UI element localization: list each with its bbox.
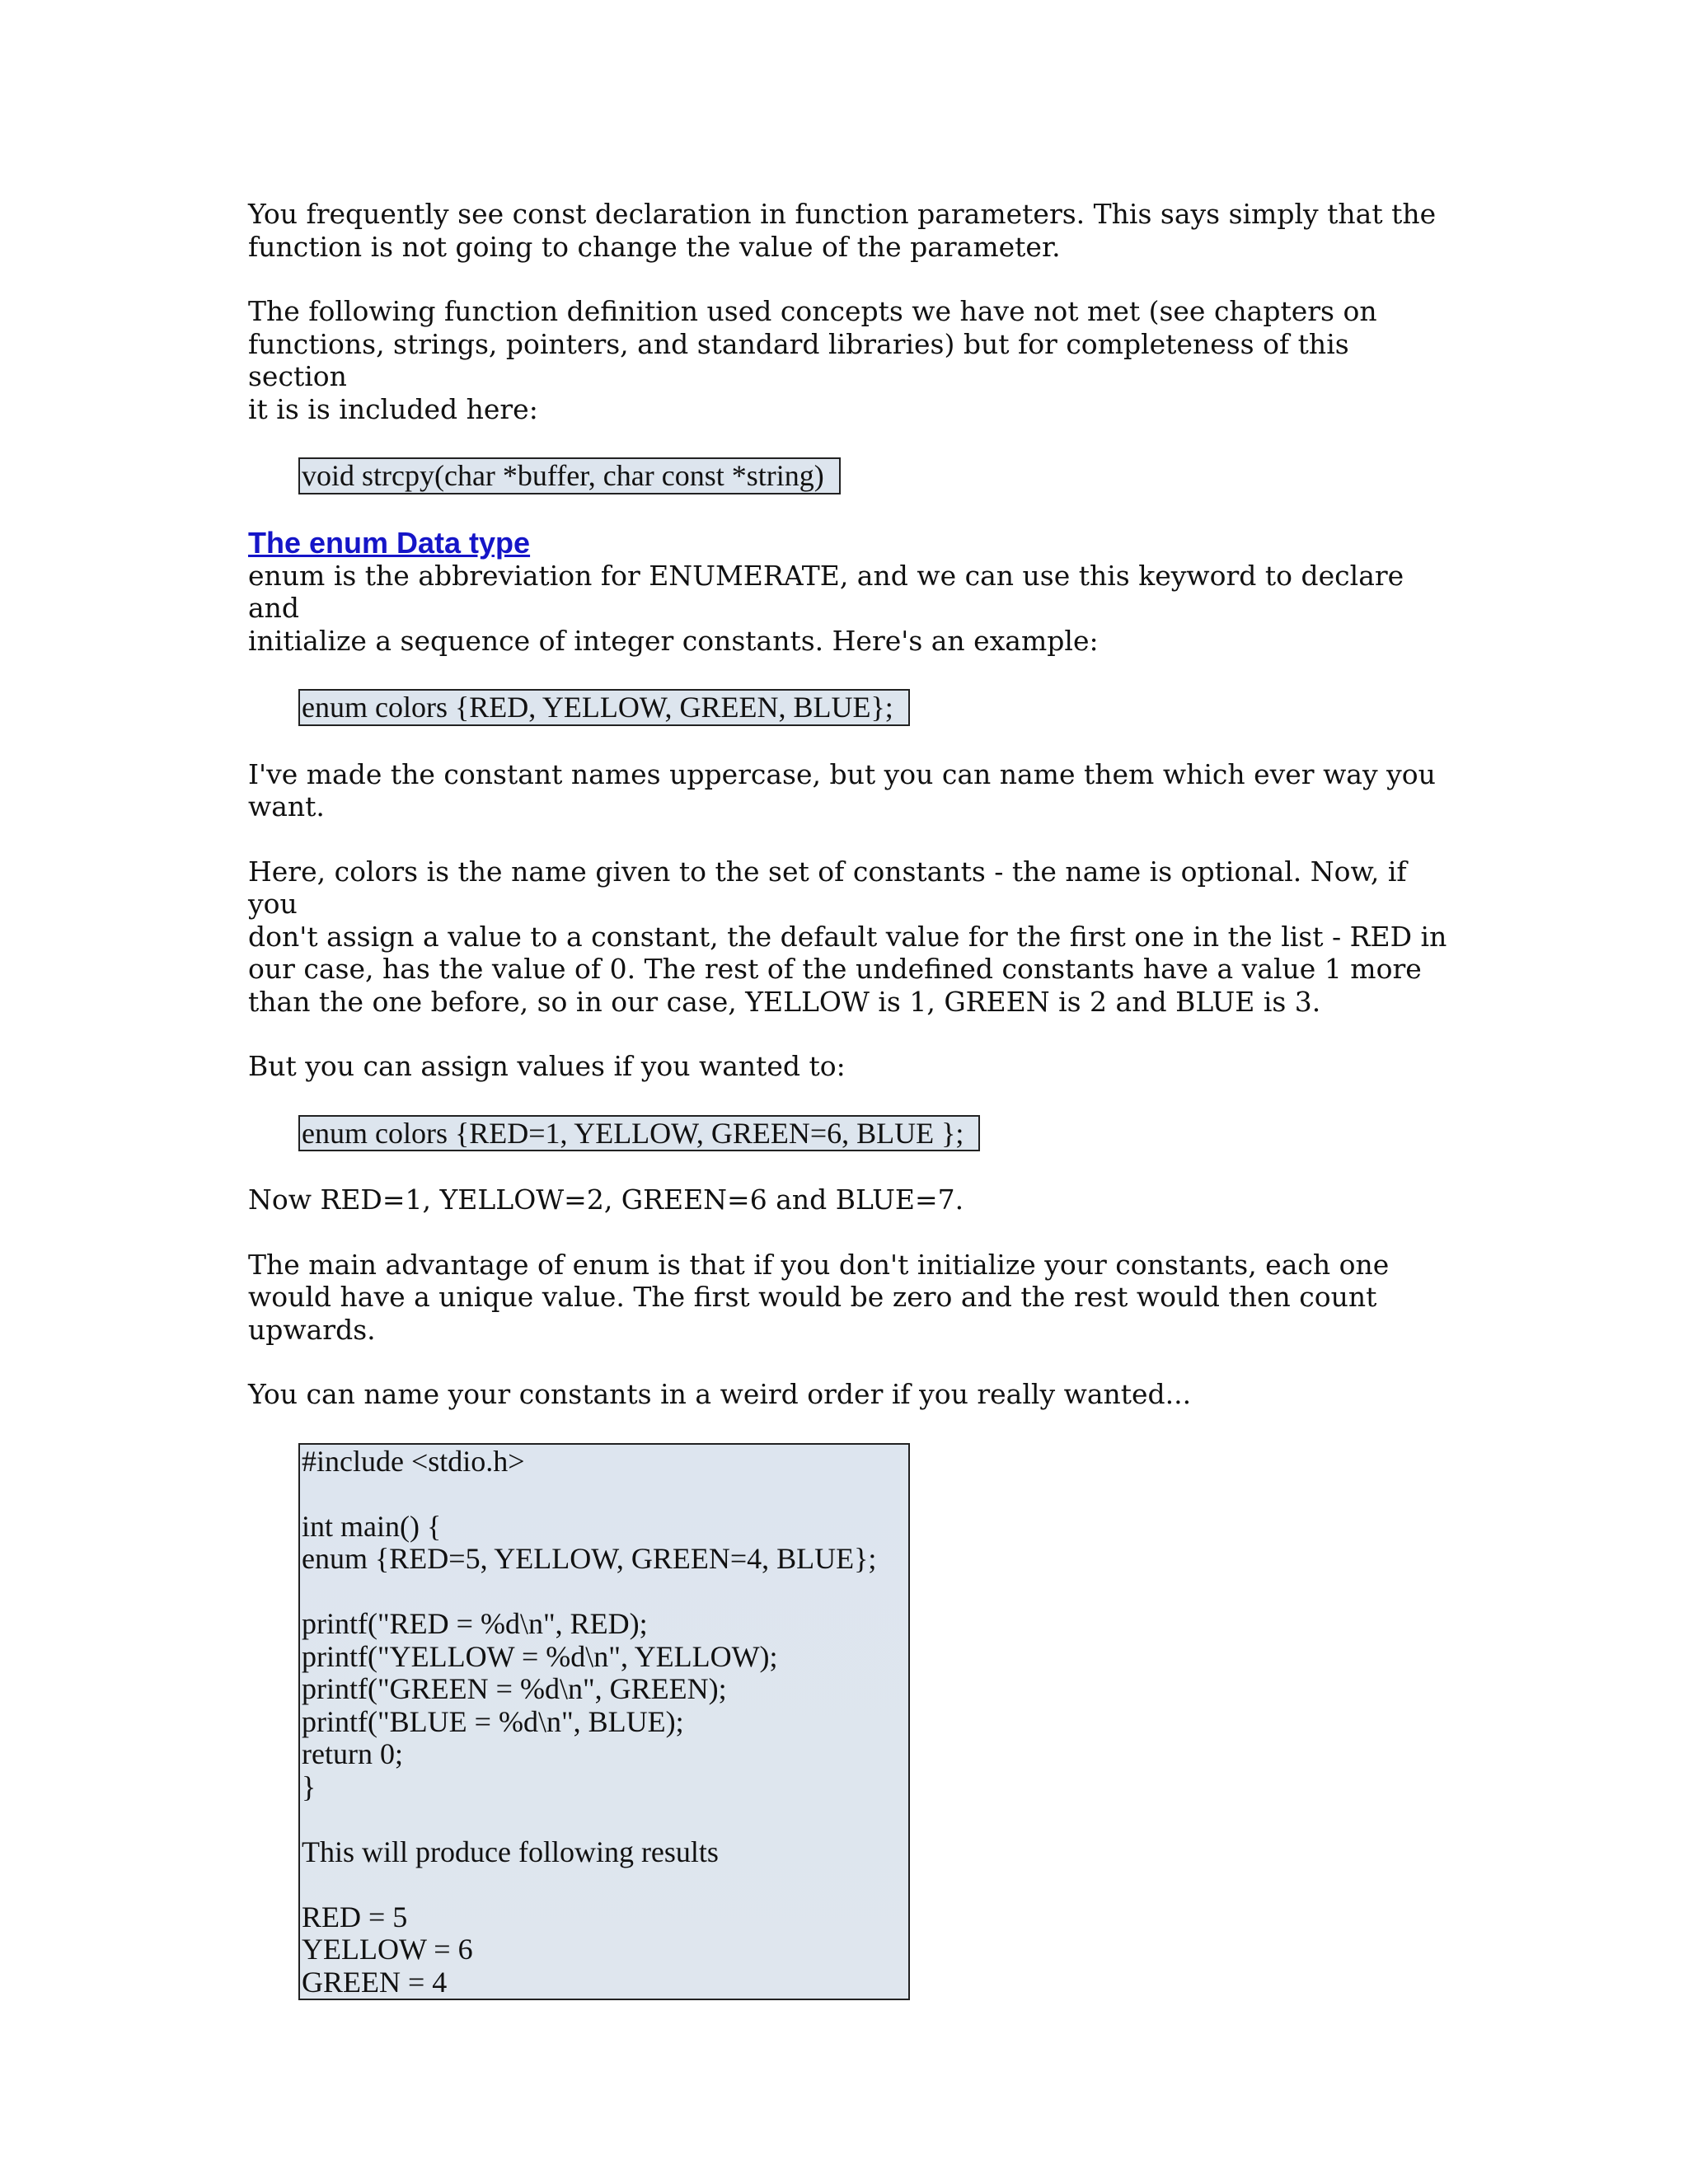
paragraph-resulting-values: Now RED=1, YELLOW=2, GREEN=6 and BLUE=7. — [248, 1183, 964, 1216]
enum-data-type-heading-link[interactable]: The enum Data type — [248, 525, 531, 560]
paragraph-default-values: Here, colors is the name given to the set of constants - the name is optional. Now, if you don't assign a value to a constant, the default value for the first one in the list - RED in our case, has the value of 0. The rest of the undefined constants have a value 1 more than the one before, so in our case, YELLOW is 1, GREEN is 2 and BLUE is 3. — [248, 855, 1447, 1018]
code-box-enum-colors — [298, 689, 910, 726]
code-line: printf("BLUE = %d\n", BLUE); — [302, 1704, 684, 1738]
code-line: printf("RED = %d\n", RED); — [302, 1607, 648, 1640]
code-line: enum colors {RED=1, YELLOW, GREEN=6, BLUE }; — [302, 1116, 964, 1150]
paragraph-weird-order: You can name your constants in a weird order if you really wanted... — [248, 1378, 1192, 1410]
paragraph-main-advantage: The main advantage of enum is that if you don't initialize your constants, each one would have a unique value. The first would be zero and the rest would then count upwards. — [248, 1248, 1390, 1346]
code-line: printf("YELLOW = %d\n", YELLOW); — [302, 1639, 778, 1673]
code-line: int main() { — [302, 1509, 442, 1543]
heading-block — [248, 527, 1451, 560]
paragraph-function-definition: The following function definition used concepts we have not met (see chapters on functions, strings, pointers, and standard libraries) but for completeness of this section it is is included here: — [248, 295, 1377, 425]
paragraph-uppercase-names: I've made the constant names uppercase, but you can name them which ever way you want. — [248, 757, 1436, 823]
document-page — [248, 198, 1451, 2032]
paragraph-enum-intro: enum is the abbreviation for ENUMERATE, and we can use this keyword to declare and initialize a sequence of integer constants. Here's an example: — [248, 559, 1404, 657]
code-line: return 0; — [302, 1737, 403, 1770]
code-line — [302, 1803, 900, 1836]
code-line: void strcpy(char *buffer, char const *string) — [302, 459, 824, 492]
code-line: enum colors {RED, YELLOW, GREEN, BLUE}; — [302, 691, 893, 724]
code-line: printf("GREEN = %d\n", GREEN); — [302, 1672, 727, 1705]
code-box-enum-assigned — [298, 1115, 980, 1152]
paragraph-assign-values: But you can assign values if you wanted to: — [248, 1050, 846, 1082]
code-line — [302, 1576, 900, 1609]
code-line: enum {RED=5, YELLOW, GREEN=4, BLUE}; — [302, 1542, 877, 1575]
code-line: #include <stdio.h> — [302, 1444, 525, 1478]
code-line: RED = 5 — [302, 1900, 408, 1933]
code-line: GREEN = 4 — [302, 1965, 448, 1999]
code-line — [302, 1478, 900, 1511]
code-line — [302, 1868, 900, 1901]
code-box-program — [298, 1443, 910, 2001]
code-line: This will produce following results — [302, 1835, 719, 1868]
code-line: YELLOW = 6 — [302, 1933, 473, 1966]
code-line: } — [302, 1769, 316, 1803]
code-box-strcpy — [298, 457, 841, 494]
paragraph-const-params: You frequently see const declaration in function parameters. This says simply that the function is not going to change the value of the parameter. — [248, 198, 1437, 263]
